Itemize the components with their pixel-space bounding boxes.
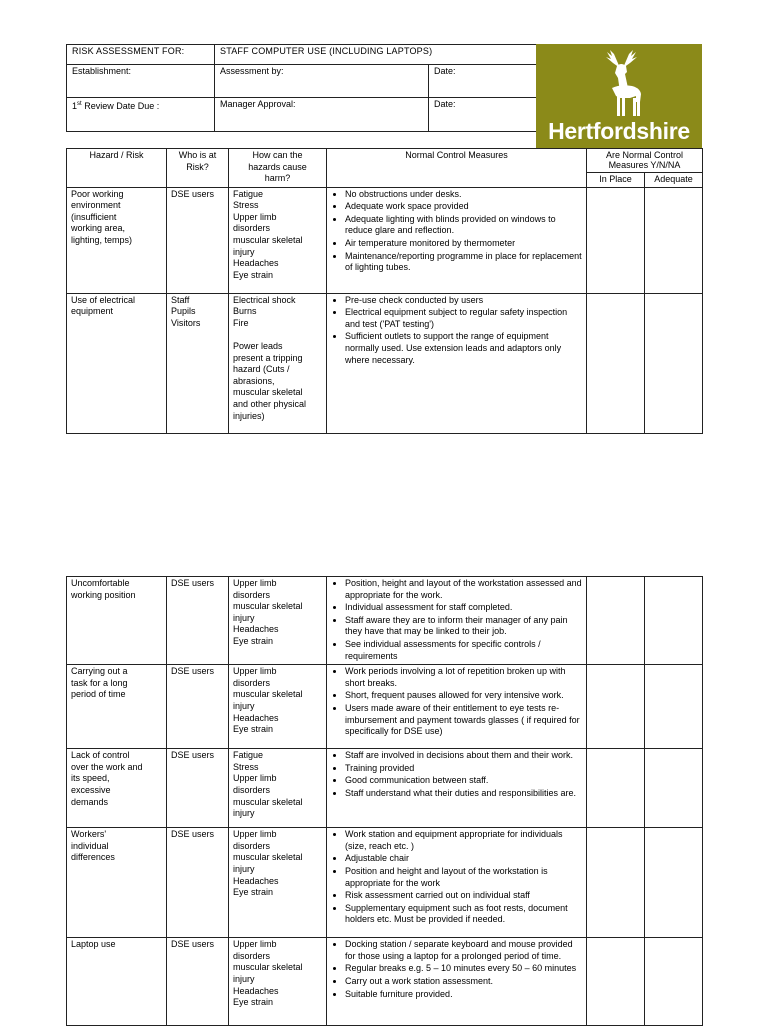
control-measure-item: • Adjustable chair [345, 853, 582, 865]
in-place-cell[interactable] [587, 187, 645, 293]
risk-assessment-for-label: RISK ASSESSMENT FOR: [67, 45, 215, 65]
who-cell: DSE users [167, 187, 229, 293]
controls-list [331, 189, 582, 274]
hazard-cell: Uncomfortable working position [67, 577, 167, 665]
date-label: Date: [429, 65, 537, 98]
risk-table-2 [66, 576, 703, 1026]
risk-table-1 [66, 148, 703, 434]
review-date-label: 1st Review Date Due : [67, 98, 215, 132]
control-measure-item: • Supplementary equipment such as foot rests, document holders etc. Must be provided if needed. [345, 903, 582, 926]
control-measure-item: • Adequate lighting with blinds provided on windows to reduce glare and reflection. [345, 214, 582, 237]
rows-page2 [67, 577, 703, 1026]
col-hazard-header: Hazard / Risk [67, 149, 167, 188]
col-controls-header: Normal Control Measures [327, 149, 587, 188]
control-measure-item: • Pre-use check conducted by users [345, 295, 582, 307]
who-cell: DSE users [167, 749, 229, 828]
control-measure-item: • Staff understand what their duties and responsibilities are. [345, 788, 582, 800]
in-place-cell[interactable] [587, 577, 645, 665]
harm-cell: Upper limb disorders muscular skeletal injury Headaches Eye strain [229, 665, 327, 749]
harm-cell: Upper limb disorders muscular skeletal injury Headaches Eye strain [229, 938, 327, 1026]
controls-list [331, 295, 582, 367]
harm-cell: Fatigue Stress Upper limb disorders muscular skeletal injury Headaches Eye strain [229, 187, 327, 293]
adequate-cell[interactable] [645, 293, 703, 433]
logo-wordmark: Hertfordshire [548, 118, 690, 144]
adequate-cell[interactable] [645, 749, 703, 828]
hazard-cell: Use of electrical equipment [67, 293, 167, 433]
control-measure-item: • Docking station / separate keyboard and mouse provided for those using a laptop for a prolonged period of time. [345, 939, 582, 962]
date-label-2: Date: [429, 98, 537, 132]
hazard-cell: Poor working environment (insufficient working area, lighting, temps) [67, 187, 167, 293]
in-place-cell[interactable] [587, 749, 645, 828]
control-measure-item: • Adequate work space provided [345, 201, 582, 213]
col-how-header: How can the hazards cause harm? [229, 149, 327, 188]
control-measure-item: • Staff are involved in decisions about them and their work. [345, 750, 582, 762]
harm-cell: Fatigue Stress Upper limb disorders muscular skeletal injury [229, 749, 327, 828]
controls-cell [327, 938, 587, 1026]
controls-list [331, 829, 582, 926]
control-measure-item: • No obstructions under desks. [345, 189, 582, 201]
table-row [67, 293, 703, 433]
hazard-cell: Carrying out a task for a long period of time [67, 665, 167, 749]
controls-cell [327, 665, 587, 749]
control-measure-item: • Work station and equipment appropriate for individuals (size, reach etc. ) [345, 829, 582, 852]
control-measure-item: • Short, frequent pauses allowed for very intensive work. [345, 690, 582, 702]
adequate-cell[interactable] [645, 665, 703, 749]
control-measure-item: • Air temperature monitored by thermometer [345, 238, 582, 250]
control-measure-item: • Position, height and layout of the workstation assessed and appropriate for the work. [345, 578, 582, 601]
who-cell: DSE users [167, 665, 229, 749]
control-measure-item: • Users made aware of their entitlement to eye tests re-imbursement and payment towards glasses ( if required for specifically for DSE use) [345, 703, 582, 738]
adequate-cell[interactable] [645, 577, 703, 665]
establishment-label: Establishment: [67, 65, 215, 98]
in-place-cell[interactable] [587, 938, 645, 1026]
control-measure-item: • Individual assessment for staff completed. [345, 602, 582, 614]
control-measure-item: • Electrical equipment subject to regular safety inspection and test ('PAT testing') [345, 307, 582, 330]
who-cell: DSE users [167, 938, 229, 1026]
controls-cell [327, 577, 587, 665]
rows-page1 [67, 187, 703, 433]
in-place-cell[interactable] [587, 665, 645, 749]
in-place-cell[interactable] [587, 828, 645, 938]
table-row [67, 665, 703, 749]
controls-list [331, 666, 582, 738]
col-who-header: Who is at Risk? [167, 149, 229, 188]
col-in-place-header: In Place [587, 173, 645, 188]
control-measure-item: • Good communication between staff. [345, 775, 582, 787]
table-row [67, 187, 703, 293]
control-measure-item: • Suitable furniture provided. [345, 989, 582, 1001]
controls-cell [327, 293, 587, 433]
table-row [67, 749, 703, 828]
manager-approval-label: Manager Approval: [215, 98, 429, 132]
controls-list [331, 750, 582, 799]
in-place-cell[interactable] [587, 293, 645, 433]
hazard-cell: Lack of control over the work and its speed, excessive demands [67, 749, 167, 828]
control-measure-item: • Carry out a work station assessment. [345, 976, 582, 988]
table-row [67, 828, 703, 938]
adequate-cell[interactable] [645, 938, 703, 1026]
control-measure-item: • Staff aware they are to inform their manager of any pain they have that may be linked to their job. [345, 615, 582, 638]
harm-cell: Electrical shock Burns Fire Power leads present a tripping hazard (Cuts / abrasions, muscular skeletal and other physical injuries) [229, 293, 327, 433]
controls-cell [327, 749, 587, 828]
control-measure-item: • Risk assessment carried out on individual staff [345, 890, 582, 902]
col-adequate-header: Adequate [645, 173, 703, 188]
adequate-cell[interactable] [645, 187, 703, 293]
col-are-normal-header: Are Normal Control Measures Y/N/NA [587, 149, 703, 173]
who-cell: DSE users [167, 828, 229, 938]
stag-icon [590, 48, 650, 120]
who-cell: Staff Pupils Visitors [167, 293, 229, 433]
hertfordshire-logo [536, 44, 702, 148]
header-table [66, 44, 537, 132]
control-measure-item: • Training provided [345, 763, 582, 775]
controls-list [331, 939, 582, 1000]
hazard-cell: Laptop use [67, 938, 167, 1026]
controls-list [331, 578, 582, 662]
control-measure-item: • See individual assessments for specific controls / requirements [345, 639, 582, 662]
hazard-cell: Workers' individual differences [67, 828, 167, 938]
control-measure-item: • Position and height and layout of the workstation is appropriate for the work [345, 866, 582, 889]
harm-cell: Upper limb disorders muscular skeletal injury Headaches Eye strain [229, 577, 327, 665]
assessment-by-label: Assessment by: [215, 65, 429, 98]
harm-cell: Upper limb disorders muscular skeletal injury Headaches Eye strain [229, 828, 327, 938]
table-row [67, 577, 703, 665]
adequate-cell[interactable] [645, 828, 703, 938]
control-measure-item: • Maintenance/reporting programme in place for replacement of lighting tubes. [345, 251, 582, 274]
who-cell: DSE users [167, 577, 229, 665]
control-measure-item: • Regular breaks e.g. 5 – 10 minutes every 50 – 60 minutes [345, 963, 582, 975]
assessment-topic: STAFF COMPUTER USE (INCLUDING LAPTOPS) [215, 45, 537, 65]
controls-cell [327, 828, 587, 938]
table-row [67, 938, 703, 1026]
control-measure-item: • Work periods involving a lot of repetition broken up with short breaks. [345, 666, 582, 689]
controls-cell [327, 187, 587, 293]
control-measure-item: • Sufficient outlets to support the range of equipment normally used. Use extension leads and adaptors only where necessary. [345, 331, 582, 366]
